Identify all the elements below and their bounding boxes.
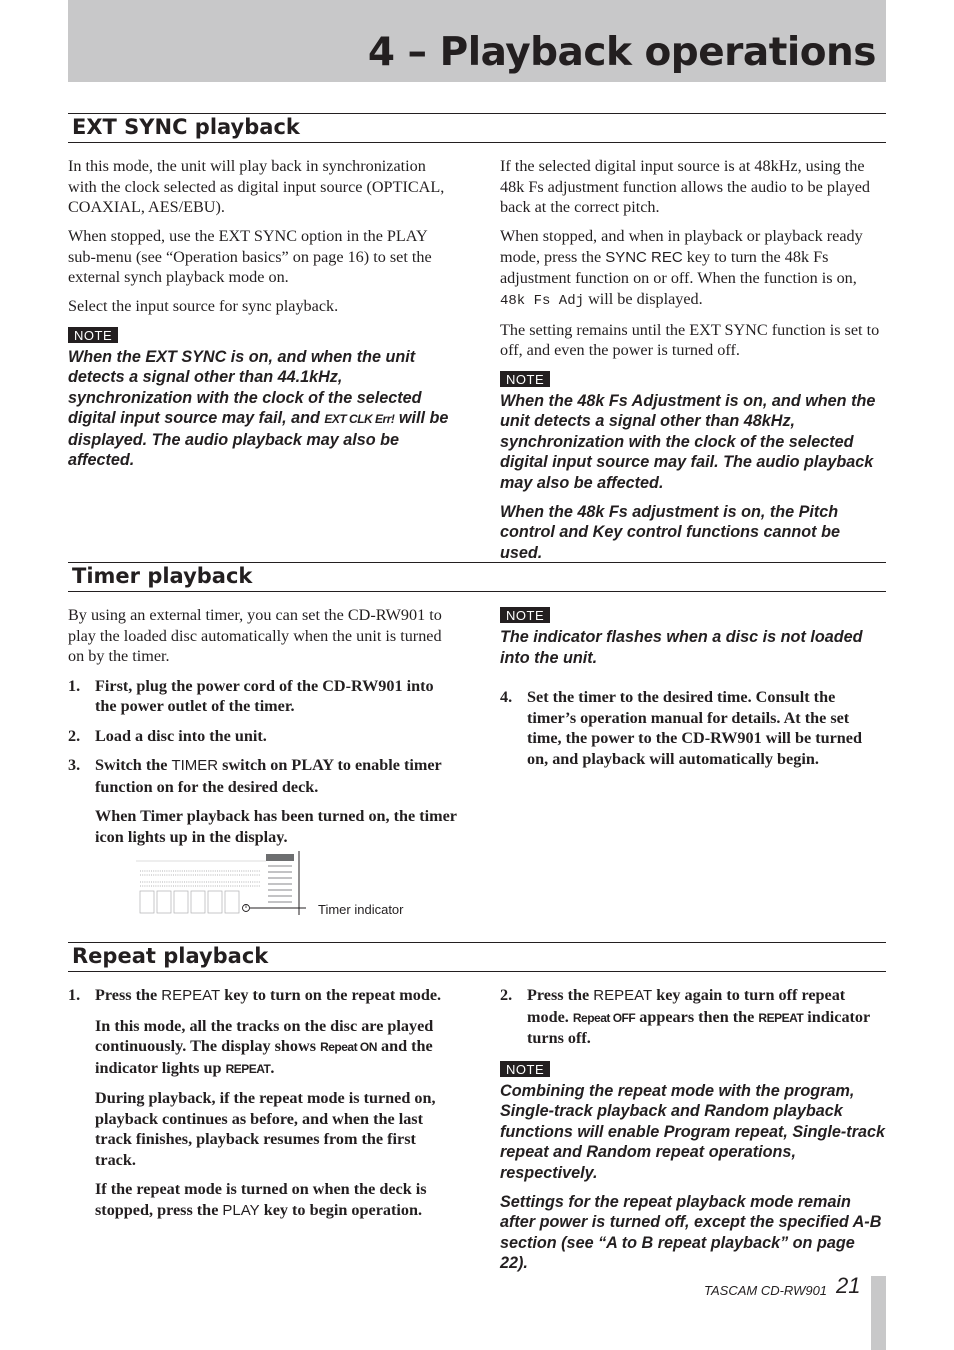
- text-part: In this mode, all the tracks on the disc are played continuously. The display shows: [95, 1016, 434, 1055]
- note-text: The indicator flashes when a disc is not loaded into the unit.: [500, 628, 863, 667]
- paragraph: The setting remains until the EXT SYNC function is set to off, and even the power is turned off.: [500, 320, 880, 359]
- text-part: If the repeat mode is turned on when the deck is stopped, press the: [95, 1180, 427, 1219]
- text-part: indicator turns off.: [527, 1007, 870, 1047]
- text-part: appears then the: [635, 1007, 759, 1026]
- step-text: [527, 986, 870, 1047]
- step-text: Set the timer to the desired time. Consult the timer’s operation manual for details. At the set time, the power to the CD-RW901 will be turned on, and playback will automatically begin.: [527, 688, 862, 768]
- step-text: Load a disc into the unit.: [95, 726, 267, 745]
- step-1-continuation: [68, 1016, 458, 1080]
- note-text: Settings for the repeat playback mode remain after power is turned off, except the specified A-B section (see “A to B repeat playback” on page 22).: [500, 1192, 882, 1272]
- text-part: When stopped, and when in playback or playback ready mode, press the: [500, 227, 863, 266]
- note-text: [68, 347, 456, 471]
- timer-indicator-label: Timer indicator: [318, 902, 404, 917]
- note-text: When the 48k Fs Adjustment is on, and when the unit detects a signal other than 48kHz, synchronization with the clock of the selected digital input source may fail. The audio playback may also be affected.: [500, 391, 876, 492]
- page-edge-tab: [871, 1276, 886, 1350]
- repeat-indicator-box: [266, 854, 294, 861]
- note-label: NOTE: [500, 1061, 550, 1077]
- text-part: switch on PLAY to enable timer function on for the desired deck.: [95, 756, 442, 796]
- note-label: NOTE: [68, 327, 118, 343]
- timer-left-column: [68, 605, 458, 856]
- display-illustration: [136, 851, 306, 922]
- section-title: Timer playback: [72, 564, 253, 588]
- display-text-ext-clk-err: EXT CLK Err!: [324, 412, 395, 426]
- text-part: key to turn on the repeat mode.: [220, 986, 442, 1004]
- text-part: key to turn the 48k Fs adjustment function on or off. When the function is on,: [500, 247, 857, 287]
- display-text-repeat-on: Repeat ON: [320, 1040, 377, 1054]
- step-4: [500, 687, 886, 769]
- repeat-right-column: [500, 985, 886, 1282]
- text-part: Switch the: [95, 756, 172, 774]
- section-title: Repeat playback: [72, 944, 269, 968]
- key-name-play: PLAY: [222, 1201, 260, 1219]
- paragraph: [500, 226, 886, 311]
- ext-sync-right-column: [500, 156, 886, 572]
- step-2: [68, 726, 458, 747]
- step-number: 3.: [68, 756, 81, 774]
- text-part: .: [270, 1058, 275, 1077]
- display-text-repeat-off: Repeat OFF: [572, 1010, 636, 1025]
- note-text: When the 48k Fs adjustment is on, the Pitch control and Key control functions cannot be used.: [500, 502, 840, 562]
- step-1-continuation: [68, 1179, 458, 1221]
- note-label: NOTE: [500, 607, 550, 623]
- timer-right-column: [500, 607, 886, 778]
- paragraph: When stopped, use the EXT SYNC option in the PLAY sub-menu (see “Operation basics” on page 16) to set the external synch playback mode on.: [68, 227, 432, 286]
- display-text-repeat: REPEAT: [225, 1061, 271, 1076]
- footer-brand: TASCAM CD-RW901: [704, 1283, 828, 1298]
- section-heading-timer: [68, 562, 886, 592]
- paragraph: Select the input source for sync playback.: [68, 297, 339, 315]
- text-part: Press the: [95, 986, 162, 1004]
- text-part: key again to turn off repeat mode.: [527, 986, 846, 1026]
- step-text: [95, 986, 441, 1004]
- text-part: Press the: [527, 986, 594, 1004]
- note-text-part: will be displayed. The audio playback may also be affected.: [68, 409, 449, 469]
- step-3-continuation: When Timer playback has been turned on, the timer icon lights up in the display.: [95, 807, 457, 846]
- step-text: First, plug the power cord of the CD-RW901 into the power outlet of the timer.: [95, 676, 434, 715]
- step-number: 2.: [68, 726, 81, 745]
- text-part: and the indicator lights up: [95, 1037, 433, 1077]
- paragraph: If the selected digital input source is at 48kHz, using the 48k Fs adjustment function allows the audio to be played back at the correct pitch.: [500, 157, 871, 216]
- paragraph: In this mode, the unit will play back in synchronization with the clock selected as digital input source (OPTICAL, COAXIAL, AES/EBU).: [68, 157, 445, 216]
- switch-name-timer: TIMER: [171, 757, 219, 774]
- section-heading-repeat: [68, 942, 886, 972]
- display-text-48k-fs-adj: 48k Fs Adj: [500, 292, 585, 309]
- text-part: will be displayed.: [584, 289, 703, 308]
- step-text: [95, 756, 441, 796]
- text-part: key to begin operation.: [259, 1200, 422, 1219]
- step-number: 1.: [68, 676, 81, 695]
- ext-sync-left-column: [68, 156, 456, 479]
- note-label: NOTE: [500, 371, 550, 387]
- step-1: [68, 676, 458, 717]
- display-text-repeat: REPEAT: [758, 1010, 804, 1025]
- page-number: 21: [836, 1273, 861, 1298]
- key-name-repeat: REPEAT: [161, 987, 221, 1004]
- repeat-left-column: [68, 985, 458, 1230]
- step-number: 2.: [500, 986, 513, 1004]
- section-heading-ext-sync: [68, 113, 886, 143]
- lcd-display-diagram: [136, 851, 306, 917]
- step-1: [68, 985, 458, 1007]
- step-number: 1.: [68, 986, 81, 1004]
- chapter-title: 4 – Playback operations: [367, 30, 876, 75]
- note-text-part: When the EXT SYNC is on, and when the unit detects a signal other than 44.1kHz, synchronization with the clock of the selected digital input source may fail, and: [68, 347, 422, 427]
- step-1-continuation: During playback, if the repeat mode is turned on, playback continues as before, and when the last track finishes, playback resumes from the first track.: [95, 1089, 436, 1169]
- key-name-sync-rec: SYNC REC: [605, 248, 683, 266]
- step-2: [500, 985, 886, 1049]
- section-title: EXT SYNC playback: [72, 115, 300, 139]
- note-text: Combining the repeat mode with the program, Single-track playback and Random playback functions will enable Program repeat, Single-track repeat and Random repeat operations, respectively.: [500, 1081, 885, 1182]
- key-name-repeat: REPEAT: [593, 987, 653, 1004]
- step-number: 4.: [500, 688, 513, 706]
- paragraph: By using an external timer, you can set the CD-RW901 to play the loaded disc automatically when the unit is turned on by the timer.: [68, 606, 442, 665]
- step-3: [68, 755, 458, 797]
